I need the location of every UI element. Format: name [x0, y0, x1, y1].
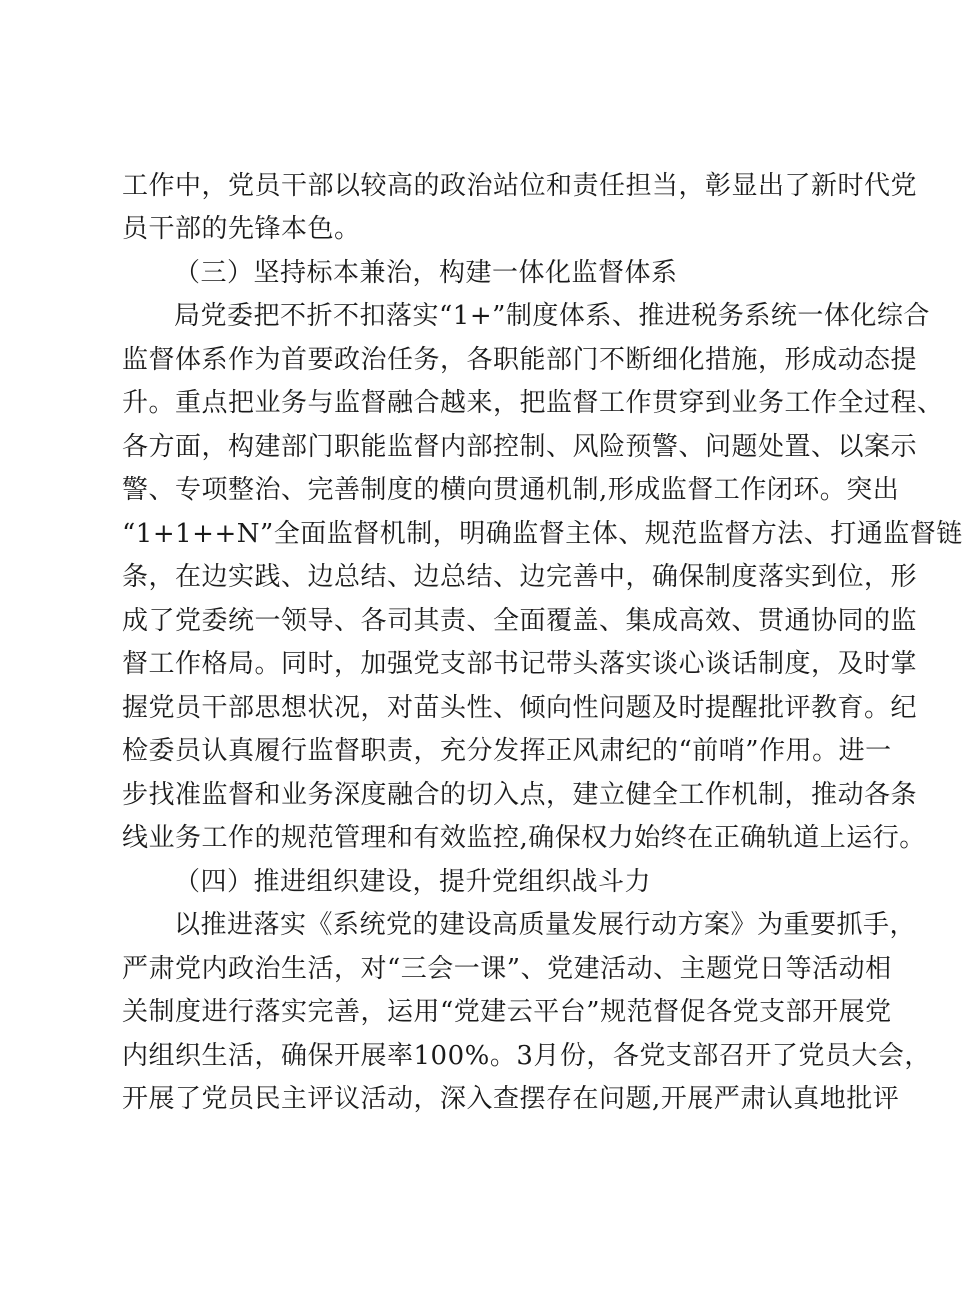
text-line: 步找准监督和业务深度融合的切入点，建立健全工作机制，推动各条 [122, 780, 918, 810]
text-line: “1+1++N”全面监督机制，明确监督主体、规范监督方法、打通监督链 [122, 519, 963, 549]
text-line: 关制度进行落实完善，运用“党建云平台”规范督促各党支部开展党 [122, 997, 892, 1027]
text-line: 条，在边实践、边总结、边总结、边完善中，确保制度落实到位，形 [122, 562, 918, 592]
section-heading-3: （三）坚持标本兼治，构建一体化监督体系 [174, 258, 678, 288]
text-line: 开展了党员民主评议活动，深入查摆存在问题,开展严肃认真地批评 [122, 1084, 900, 1114]
text-line: 工作中，党员干部以较高的政治站位和责任担当，彰显出了新时代党 [122, 171, 918, 201]
text-line: 监督体系作为首要政治任务，各职能部门不断细化措施，形成动态提 [122, 345, 918, 375]
text-line: 以推进落实《系统党的建设高质量发展行动方案》为重要抓手， [174, 910, 917, 940]
text-line: 握党员干部思想状况，对苗头性、倾向性问题及时提醒批评教育。纪 [122, 693, 918, 723]
section-heading-4: （四）推进组织建设，提升党组织战斗力 [174, 867, 652, 897]
text-line: 各方面，构建部门职能监督内部控制、风险预警、问题处置、以案示 [122, 432, 918, 462]
text-line: 检委员认真履行监督职责，充分发挥正风肃纪的“前哨”作用。进一 [122, 736, 892, 766]
text-line: 局党委把不折不扣落实“1+”制度体系、推进税务系统一体化综合 [174, 301, 930, 331]
text-line: 督工作格局。同时，加强党支部书记带头落实谈心谈话制度，及时掌 [122, 649, 918, 679]
text-line: 警、专项整治、完善制度的横向贯通机制,形成监督工作闭环。突出 [122, 475, 900, 505]
text-line: 成了党委统一领导、各司其责、全面覆盖、集成高效、贯通协同的监 [122, 606, 918, 636]
text-line: 升。重点把业务与监督融合越来，把监督工作贯穿到业务工作全过程、 [122, 388, 944, 418]
text-line: 严肃党内政治生活，对“三会一课”、党建活动、主题党日等活动相 [122, 954, 892, 984]
text-line: 内组织生活，确保开展率100%。3月份，各党支部召开了党员大会， [122, 1041, 931, 1071]
text-line: 线业务工作的规范管理和有效监控,确保权力始终在正确轨道上运行。 [122, 823, 926, 853]
text-line: 员干部的先锋本色。 [122, 214, 361, 244]
